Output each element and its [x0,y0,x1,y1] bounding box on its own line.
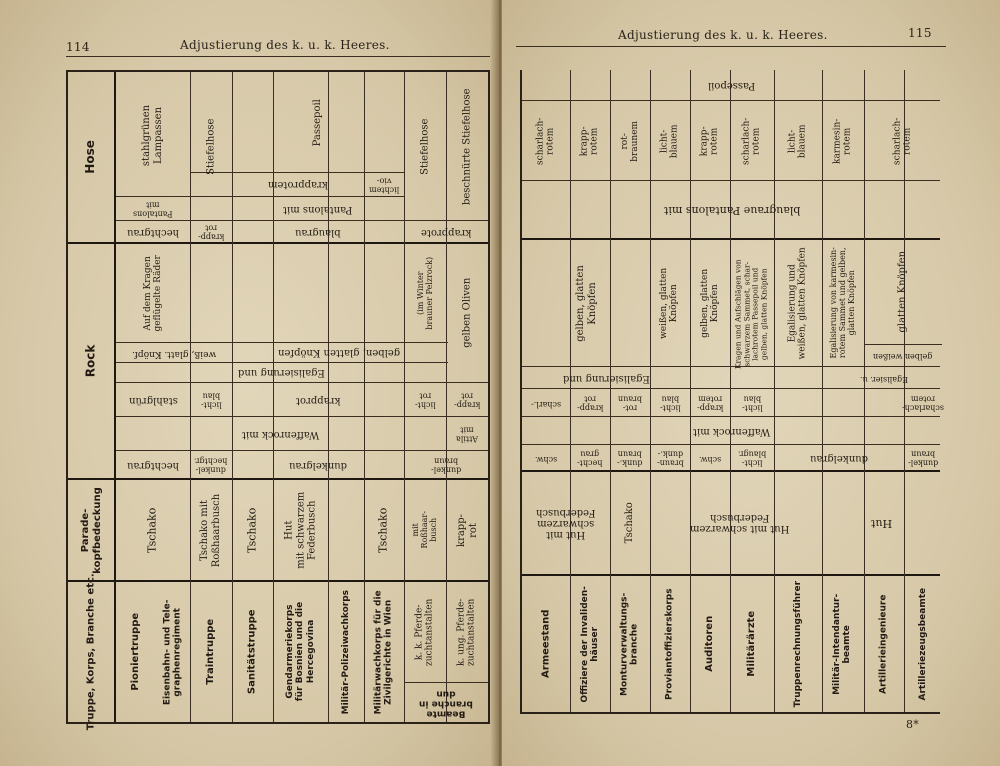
hose-beschnuerte: beschnürte Stiefelhose [461,88,473,206]
egal-krapprot: krapprot [295,394,341,406]
gelben-oliven: gelben Oliven [461,277,473,349]
parade-krapprot: krapp- rot [455,513,478,547]
hose-pantalons-mit: Pantalons mit [133,201,173,219]
parade-rosshaar: mit Roßhaar- busch [411,511,439,549]
row-name-gendarmerie: Gendarmeriekorps für Bosnien und die Hercegovina [284,602,316,702]
hose-stiefelhose-2: Stiefelhose [419,118,431,176]
row-name-pioniere: Pioniertruppe [130,613,142,691]
r-rock-color-1: dunkelgrau [809,452,869,464]
hose-krapprote: krapprote [420,226,472,238]
knopfe-weiss: weiß, glatt. Knöpf. [131,348,217,359]
r-passepoil-7: karmesin- rotem [832,118,854,164]
hose-lichtem-vio: lichtem vio- [368,176,400,195]
hose-passepoil: Passepoil [312,99,324,147]
r-name-armeestand: Armeestand [540,609,552,679]
rock-waffenrock-mit: Waffenrock mit [242,428,320,440]
hose-blaugrau: blaugrau [295,226,341,238]
header-rock: Rock [83,344,98,378]
r-passepoil-2: rot- braunem [619,120,641,162]
rock-dunkel-braun: dunkel- braun [430,457,462,475]
egal-und: Egalisierung und [237,367,325,378]
row-name-kk-pferde: k. k. Pferde- zuchtanstalten [414,598,435,666]
parade-tschako-7: Tschako [376,507,390,553]
parade-hut: Hut mit schwarzem Federbusch [283,491,318,569]
kragen-raeder: Auf dem Kragen geflügelte Räder [142,254,163,332]
r-egal-2: licht- blau [741,395,763,413]
header-rock-cell [68,244,114,478]
header-parade-cell [68,480,114,580]
row-name-train: Traintruppe [205,619,217,685]
r-egal-5: rot- braun [617,395,643,413]
r-passepoil: Passepoil [708,79,756,91]
parade-tschako-3: Tschako [245,507,259,553]
hose-stahlgruen-lampassen: stahlgrünen Lampassen [141,104,164,166]
row-name-sanitaet: Sanitätstruppe [246,609,258,695]
r-knopfe-3: Kragen und Aufschlägen von schwarzem Sammet, schar- lachrotem Passepoil und gelben, glatten Knöpfen [733,259,769,369]
r-name-montur: Monturverwaltungs- branche [619,592,641,696]
r-parade-hut: Hut [871,517,893,531]
parade-tschako-busch: Tschako mit Roßhaarbusch [199,493,223,567]
right-running-title: Adjustierung des k. u. k. Heeres. [618,28,828,42]
rock-dunkelgrau: dunkelgrau [288,459,348,471]
right-table [520,70,944,714]
row-name-militaerwach: Militärwachkorps für die Zivilgerichte in Wien [373,590,395,714]
header-hose: Hose [83,140,98,174]
r-egal-3: krapp- rotem [696,395,724,413]
r-passepoil-1: krapp- rotem [579,126,600,156]
r-egal-0: scharlach- rotem [902,395,944,413]
header-truppe-cell [68,573,114,731]
r-name-auditoren: Auditoren [704,616,716,672]
r-rock-color-4: braun- dunk.- [656,450,684,468]
r-passepoil-5: scharlach- rotem [741,117,762,165]
beamte-label-cell: Beamte branche in dun [419,689,473,719]
r-egal-und: Egalisierung und [562,372,650,384]
left-page [0,0,496,766]
hose-pantalons-mit-2: Pantalons mit [283,203,353,215]
r-knopfe-4: Egalisierung und weißen, glatten Knöpfen [787,246,809,360]
left-table [66,70,490,731]
r-knopfe-0: gelben, glatten Knöpfen [574,264,597,342]
egal-stahlgruen: stahlgrün [128,394,178,406]
r-passepoil-0: scharlach- rotem [535,117,556,165]
r-knopfe-6: glatten Knöpfen [897,251,909,333]
rock-dunkel-hechtgr: dunkel- hechtgr. [194,457,228,475]
r-passepoil-8: scharlach- rotem [892,117,913,165]
r-parade-hut-schwarzem: Hut mit schwarzem Federbusch [536,506,596,540]
r-rock-color-3: schw. [698,454,722,464]
hose-stiefelhose: Stiefelhose [205,118,217,176]
r-name-truppenrechnung: Truppenrechnungsführer [792,580,803,708]
r-parade-tschako: Tschako [624,502,636,544]
left-page-number: 114 [66,40,90,54]
r-name-proviant: Proviantoffizierskorps [664,588,675,700]
rock-hechtgrau: hechtgrau [126,459,179,471]
r-knopfe-1: weißen, glatten Knöpfen [659,267,681,339]
hose-krapp-rot: krapp- rot [197,224,225,242]
r-gelben-weissen: gelben weißen [873,351,933,361]
r-name-artillerieingenieure: Artillerieingenieure [878,594,889,694]
r-egal-4: licht- blau [659,395,681,413]
r-rock-color-0: dunkel- braun [907,450,939,468]
r-knopfe-2: gelben, glatten Knöpfen [699,268,720,338]
right-page-number: 115 [908,26,932,40]
knopfe-gelb: gelben, glatten Knöpfen [277,347,401,358]
r-rock-color-6: hecht- grau [577,450,603,468]
winter-pelzrock: (im Winter brauner Pelzrock) [415,256,434,330]
signature-mark: 8* [906,718,920,731]
r-passepoil-6: licht- blauem [787,124,808,158]
egal-krapp-rot: krapp- rot [453,392,481,410]
r-waffenrock-mit: Waffenrock mit [693,425,771,437]
r-passepoil-3: licht- blauem [659,124,680,158]
r-knopfe-5: Egalisierung von karmesin- rotem Sammet und gelben, glatten Knöpfen [829,247,857,359]
r-name-intendantur: Militär-Intendantur- beamte [832,593,854,695]
left-header-rule [66,56,490,57]
egal-lichtblau: licht- blau [200,392,222,410]
left-running-title: Adjustierung des k. u. k. Heeres. [180,38,390,52]
row-name-polizei: Militär-Polizeiwachkorps [340,589,351,715]
r-egal-1: Egalisier. u. [860,374,908,384]
r-rock-color-5: dunk.- braun [617,450,643,468]
r-passepoil-4: krapp- rotem [699,126,720,156]
header-truppe: Truppe, Korps, Branche etc. [85,573,97,731]
header-hose-cell [68,72,114,242]
r-hose-label: blaugraue Pantalons mit [663,204,801,218]
r-parade-hut-federbusch: Hut mit schwarzem Federbusch [690,512,790,534]
r-name-militaeraerzte: Militärärzte [746,611,758,677]
r-name-artilleriezeugs: Artilleriezeugsbeamte [917,587,928,701]
rock-attila-mit: Attila mit [456,426,478,444]
r-rock-color-2: licht- blaugr. [737,450,767,468]
row-name-eisenbahn: Eisenbahn- und Tele- graphenregiment [162,599,184,705]
r-egal-6: krapp- rot [576,395,604,413]
r-name-invaliden: Offiziere der Invaliden- häuser [579,585,600,703]
parade-tschako-1: Tschako [145,507,159,553]
r-rock-color-7: schw. [534,454,558,464]
hose-hechtgrau: hechtgrau [126,226,179,238]
egal-lichtrot: licht- rot [414,392,436,410]
right-page [502,0,1000,766]
right-header-rule [516,46,946,47]
hose-krapprotem: krapprotem [268,179,328,190]
row-name-ung-pferde: k. ung. Pferde- zuchtanstalten [456,598,477,666]
r-egal-7: scharl.- [530,399,562,409]
header-parade: Parade- kopfbedeckung [79,486,102,574]
